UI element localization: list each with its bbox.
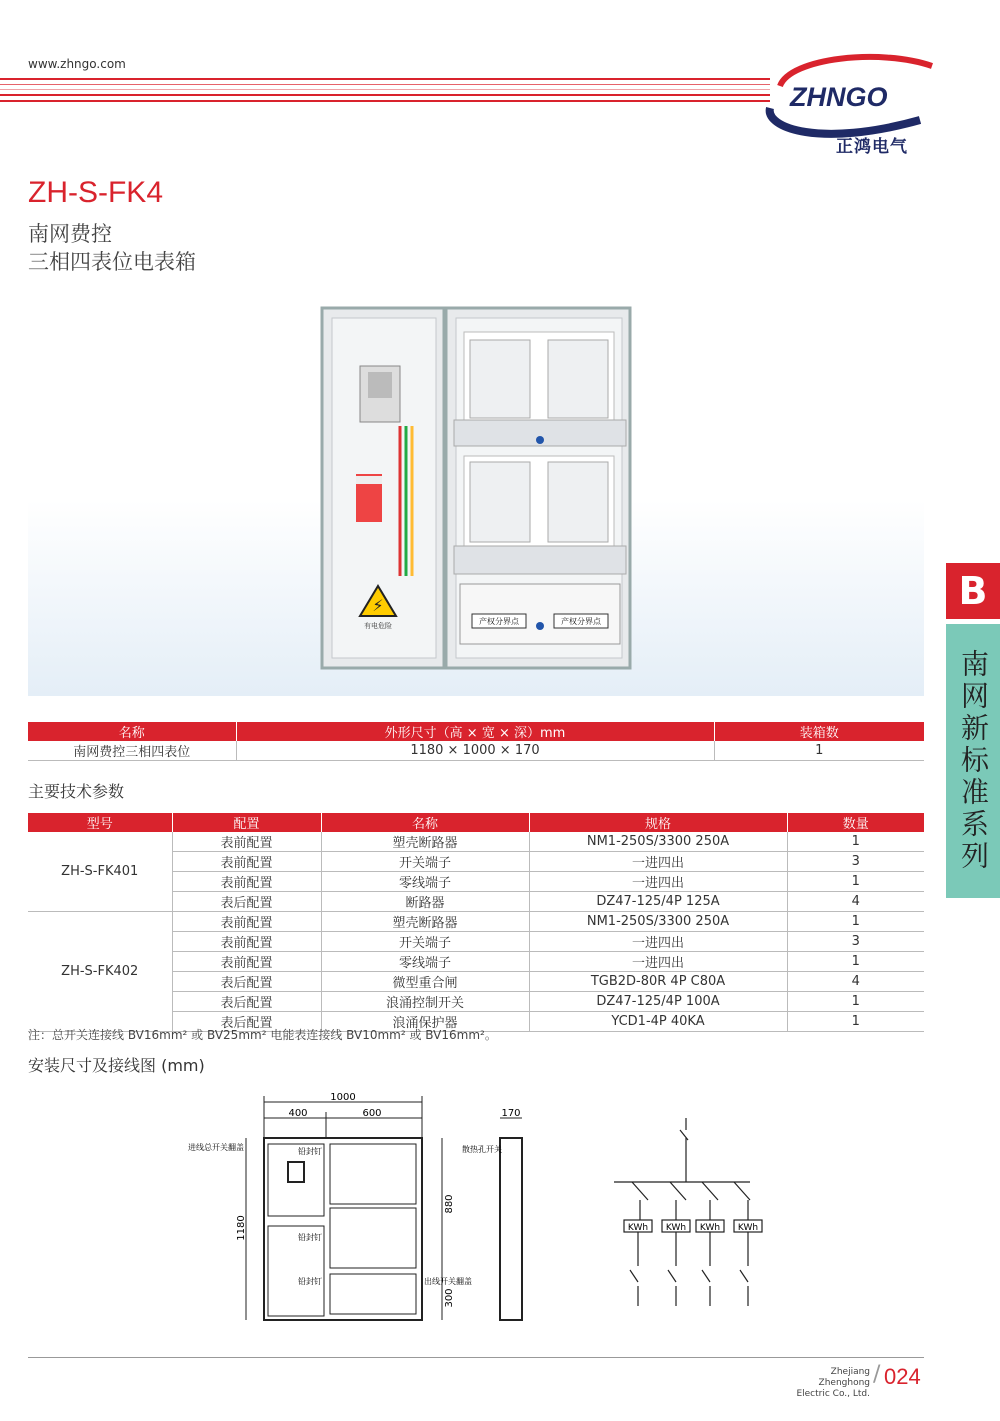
col-header: 装箱数 <box>714 722 924 741</box>
logo-subtitle: 正鸿电气 <box>836 137 908 157</box>
table-cell: 零线端子 <box>321 952 529 972</box>
meter-label: KWh <box>665 1223 687 1233</box>
table-cell: 表前配置 <box>172 912 321 932</box>
table-row <box>28 741 924 761</box>
table-header-row <box>28 722 924 741</box>
table-cell: 表后配置 <box>172 1012 321 1032</box>
label-out-switch-cover: 出线开关翻盖 <box>424 1277 472 1286</box>
table-cell: 3 <box>787 852 924 872</box>
table-cell: 浪涌保护器 <box>321 1012 529 1032</box>
table-cell: 4 <box>787 972 924 992</box>
table-cell: 表前配置 <box>172 832 321 852</box>
table-cell: 一进四出 <box>529 932 787 952</box>
table-cell: NM1-250S/3300 250A <box>529 832 787 852</box>
table-cell: 表前配置 <box>172 852 321 872</box>
model-cell: ZH-S-FK401 <box>28 832 172 912</box>
table-cell: DZ47-125/4P 125A <box>529 892 787 912</box>
model-cell: ZH-S-FK402 <box>28 912 172 1032</box>
dim-inner-height: 880 <box>444 1194 455 1214</box>
wiring-note: 注：总开关连接线 BV16mm² 或 BV25mm² 电能表连接线 BV10mm² 或 BV16mm²。 <box>28 1028 497 1042</box>
table-cell: 1180 × 1000 × 170 <box>236 741 714 761</box>
section-letter-tab: B <box>946 563 1000 619</box>
site-url[interactable]: www.zhngo.com <box>28 57 126 71</box>
logo-text: ZHNGO <box>790 82 888 112</box>
table-cell: 表前配置 <box>172 872 321 892</box>
boundary-label-left: 产权分界点 <box>479 617 519 626</box>
table-cell: 表前配置 <box>172 932 321 952</box>
product-photo <box>320 306 632 670</box>
meter-label: KWh <box>737 1223 759 1233</box>
table-cell: DZ47-125/4P 100A <box>529 992 787 1012</box>
category-tab: 南网新标准系列 <box>946 624 1000 898</box>
table-cell: 表后配置 <box>172 892 321 912</box>
table-cell: 南网费控三相四表位 <box>28 741 236 761</box>
table-cell: 4 <box>787 892 924 912</box>
params-table <box>28 813 924 1032</box>
dimensions-table <box>28 722 924 761</box>
table-row <box>28 832 924 852</box>
header-rule <box>0 78 770 106</box>
dimension-drawing <box>180 1088 540 1328</box>
table-cell: 零线端子 <box>321 872 529 892</box>
table-cell: 一进四出 <box>529 852 787 872</box>
table-cell: NM1-250S/3300 250A <box>529 912 787 932</box>
table-cell: 1 <box>787 912 924 932</box>
dim-height: 1180 <box>236 1215 247 1241</box>
drawing-title: 安装尺寸及接线图 (mm) <box>28 1056 205 1075</box>
label-seal-1: 铅封钉 <box>298 1147 322 1156</box>
boundary-label-right: 产权分界点 <box>561 617 601 626</box>
wiring-diagram <box>608 1110 768 1316</box>
page-number: 024 <box>884 1364 921 1389</box>
subtitle-line-2: 三相四表位电表箱 <box>28 250 196 274</box>
dim-depth: 170 <box>501 1108 521 1119</box>
table-header-row <box>28 813 924 832</box>
table-cell: 一进四出 <box>529 952 787 972</box>
dim-bottom: 300 <box>444 1288 455 1308</box>
table-cell: 微型重合闸 <box>321 972 529 992</box>
dim-right: 600 <box>362 1108 382 1119</box>
dim-total-width: 1000 <box>330 1092 356 1103</box>
company-name: Zhejiang Zhenghong Electric Co., Ltd. <box>796 1367 870 1399</box>
page-divider: / <box>873 1362 881 1387</box>
table-cell: 表后配置 <box>172 992 321 1012</box>
table-cell: 断路器 <box>321 892 529 912</box>
params-title: 主要技术参数 <box>28 782 125 801</box>
col-header: 数量 <box>787 813 924 832</box>
col-header: 名称 <box>28 722 236 741</box>
label-main-switch-cover: 进线总开关翻盖 <box>188 1143 244 1152</box>
table-cell: 1 <box>714 741 924 761</box>
table-row <box>28 912 924 932</box>
col-header: 规格 <box>529 813 787 832</box>
table-cell: 1 <box>787 872 924 892</box>
col-header: 外形尺寸（高 × 宽 × 深）mm <box>236 722 714 741</box>
table-cell: 1 <box>787 1012 924 1032</box>
footer-rule <box>28 1357 924 1358</box>
meter-label: KWh <box>627 1223 649 1233</box>
label-seal-3: 铅封钉 <box>298 1277 322 1286</box>
table-cell: 3 <box>787 932 924 952</box>
product-subtitle <box>28 220 196 276</box>
table-cell: 1 <box>787 992 924 1012</box>
table-cell: 表后配置 <box>172 972 321 992</box>
label-vent: 散热孔开关 <box>462 1145 502 1154</box>
table-cell: 浪涌控制开关 <box>321 992 529 1012</box>
meter-label: KWh <box>699 1223 721 1233</box>
table-cell: YCD1-4P 40KA <box>529 1012 787 1032</box>
warning-label: 有电危险 <box>364 622 392 630</box>
table-cell: 塑壳断路器 <box>321 912 529 932</box>
table-cell: TGB2D-80R 4P C80A <box>529 972 787 992</box>
table-cell: 开关端子 <box>321 852 529 872</box>
svg-text:⚡: ⚡ <box>372 596 384 615</box>
product-model: ZH-S-FK4 <box>28 176 163 209</box>
dim-left: 400 <box>288 1108 308 1119</box>
table-cell: 1 <box>787 832 924 852</box>
table-cell: 一进四出 <box>529 872 787 892</box>
table-cell: 开关端子 <box>321 932 529 952</box>
table-cell: 塑壳断路器 <box>321 832 529 852</box>
table-cell: 1 <box>787 952 924 972</box>
table-cell: 表前配置 <box>172 952 321 972</box>
label-seal-2: 铅封钉 <box>298 1233 322 1242</box>
subtitle-line-1: 南网费控 <box>28 222 112 246</box>
col-header: 型号 <box>28 813 172 832</box>
col-header: 配置 <box>172 813 321 832</box>
col-header: 名称 <box>321 813 529 832</box>
